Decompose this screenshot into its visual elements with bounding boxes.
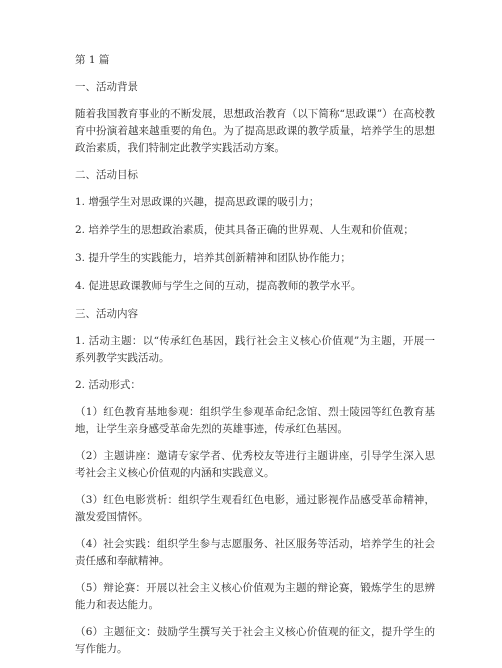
paragraph: （1）红色教育基地参观：组织学生参观革命纪念馆、烈士陵园等红色教育基地，让学生亲身感受革命先烈的英雄事迹，传承红色基因。 bbox=[75, 406, 435, 435]
section-heading: 二、活动目标 bbox=[75, 169, 138, 181]
paragraph: （2）主题讲座：邀请专家学者、优秀校友等进行主题讲座，引导学生深入思考社会主义核心价值观的内涵和实践意义。 bbox=[75, 450, 435, 479]
paragraph: 2. 活动形式： bbox=[75, 379, 141, 391]
paragraph: 随着我国教育事业的不断发展，思想政治教育（以下简称“思政课”）在高校教育中扮演着越来越重要的角色。为了提高思政课的教学质量，培养学生的思想政治素质，我们特制定此教学实践活动方案。 bbox=[75, 108, 435, 154]
list-item: 1. 增强学生对思政课的兴趣，提高思政课的吸引力； bbox=[75, 196, 320, 208]
section-heading: 一、活动背景 bbox=[75, 81, 138, 93]
list-item: 2. 培养学生的思想政治素质，使其具备正确的世界观、人生观和价值观； bbox=[75, 224, 414, 236]
list-item: 3. 提升学生的实践能力，培养其创新精神和团队协作能力； bbox=[75, 252, 351, 264]
list-item: 4. 促进思政课教师与学生之间的互动，提高教师的教学水平。 bbox=[75, 280, 362, 292]
section-heading: 三、活动内容 bbox=[75, 308, 138, 320]
paragraph: （5）辩论赛：开展以社会主义核心价值观为主题的辩论赛，锻炼学生的思辨能力和表达能力。 bbox=[75, 582, 435, 611]
paragraph: 1. 活动主题：以“传承红色基因，践行社会主义核心价值观”为主题，开展一系列教学实践活动。 bbox=[75, 335, 435, 364]
paragraph: （6）主题征文：鼓励学生撰写关于社会主义核心价值观的征文，提升学生的写作能力。 bbox=[75, 626, 435, 655]
document-body bbox=[75, 52, 435, 668]
paragraph: （3）红色电影赏析：组织学生观看红色电影，通过影视作品感受革命精神，激发爱国情怀。 bbox=[75, 494, 435, 523]
part-label: 第 1 篇 bbox=[75, 54, 110, 66]
paragraph: （4）社会实践：组织学生参与志愿服务、社区服务等活动，培养学生的社会责任感和奉献精神。 bbox=[75, 538, 435, 567]
